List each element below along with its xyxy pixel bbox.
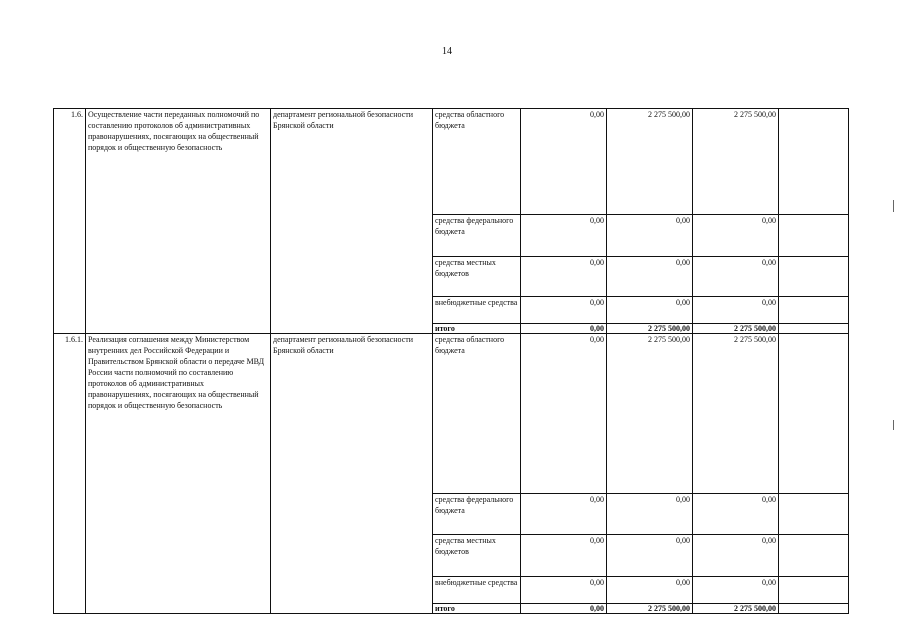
value-cell: 0,00 — [521, 215, 607, 257]
empty-cell — [779, 494, 849, 535]
funding-source: внебюджетные средства — [433, 577, 521, 604]
scan-mark — [893, 200, 894, 212]
value-cell: 0,00 — [607, 535, 693, 577]
item-number: 1.6.1. — [54, 334, 86, 614]
funding-source: средства областного бюджета — [433, 334, 521, 494]
value-cell: 0,00 — [521, 109, 607, 215]
value-cell: 2 275 500,00 — [693, 334, 779, 494]
value-cell: 0,00 — [693, 494, 779, 535]
table-row — [54, 109, 849, 215]
value-cell: 0,00 — [693, 577, 779, 604]
funding-source: внебюджетные средства — [433, 297, 521, 324]
value-cell: 2 275 500,00 — [607, 109, 693, 215]
value-cell: 2 275 500,00 — [607, 324, 693, 334]
value-cell: 0,00 — [521, 324, 607, 334]
funding-source: средства местных бюджетов — [433, 535, 521, 577]
value-cell: 0,00 — [693, 215, 779, 257]
empty-cell — [779, 577, 849, 604]
value-cell: 0,00 — [521, 577, 607, 604]
value-cell: 0,00 — [607, 297, 693, 324]
value-cell: 0,00 — [521, 535, 607, 577]
funding-source: средства областного бюджета — [433, 109, 521, 215]
page-number: 14 — [442, 46, 452, 57]
value-cell: 0,00 — [521, 257, 607, 297]
value-cell: 0,00 — [607, 494, 693, 535]
value-cell: 0,00 — [521, 334, 607, 494]
value-cell: 0,00 — [521, 494, 607, 535]
empty-cell — [779, 324, 849, 334]
value-cell: 0,00 — [693, 535, 779, 577]
value-cell: 0,00 — [693, 297, 779, 324]
value-cell: 2 275 500,00 — [693, 324, 779, 334]
empty-cell — [779, 215, 849, 257]
empty-cell — [779, 109, 849, 215]
funding-source: средства местных бюджетов — [433, 257, 521, 297]
empty-cell — [779, 334, 849, 494]
funding-source: средства федерального бюджета — [433, 494, 521, 535]
value-cell: 0,00 — [607, 577, 693, 604]
funding-source: итого — [433, 604, 521, 614]
empty-cell — [779, 257, 849, 297]
value-cell: 2 275 500,00 — [693, 604, 779, 614]
empty-cell — [779, 297, 849, 324]
item-name: Реализация соглашения между Министерством внутренних дел Российской Федерации и Правительством Брянской области о передаче МВД России части полномочий по составлению протоколов об административных правонарушениях, посягающих на общественный порядок и общественную безопасность — [86, 334, 271, 614]
value-cell: 2 275 500,00 — [607, 604, 693, 614]
value-cell: 0,00 — [521, 604, 607, 614]
value-cell: 0,00 — [521, 297, 607, 324]
funding-source: итого — [433, 324, 521, 334]
value-cell: 0,00 — [693, 257, 779, 297]
item-number: 1.6. — [54, 109, 86, 334]
table-row — [54, 334, 849, 494]
value-cell: 2 275 500,00 — [607, 334, 693, 494]
scan-mark — [893, 420, 894, 430]
empty-cell — [779, 535, 849, 577]
item-executor: департамент региональной безопасности Брянской области — [271, 109, 433, 334]
empty-cell — [779, 604, 849, 614]
item-name: Осуществление части переданных полномочий по составлению протоколов об административных правонарушениях, посягающих на общественный порядок и общественную безопасность — [86, 109, 271, 334]
item-executor: департамент региональной безопасности Брянской области — [271, 334, 433, 614]
budget-table — [53, 108, 849, 614]
value-cell: 0,00 — [607, 215, 693, 257]
funding-source: средства федерального бюджета — [433, 215, 521, 257]
value-cell: 2 275 500,00 — [693, 109, 779, 215]
value-cell: 0,00 — [607, 257, 693, 297]
